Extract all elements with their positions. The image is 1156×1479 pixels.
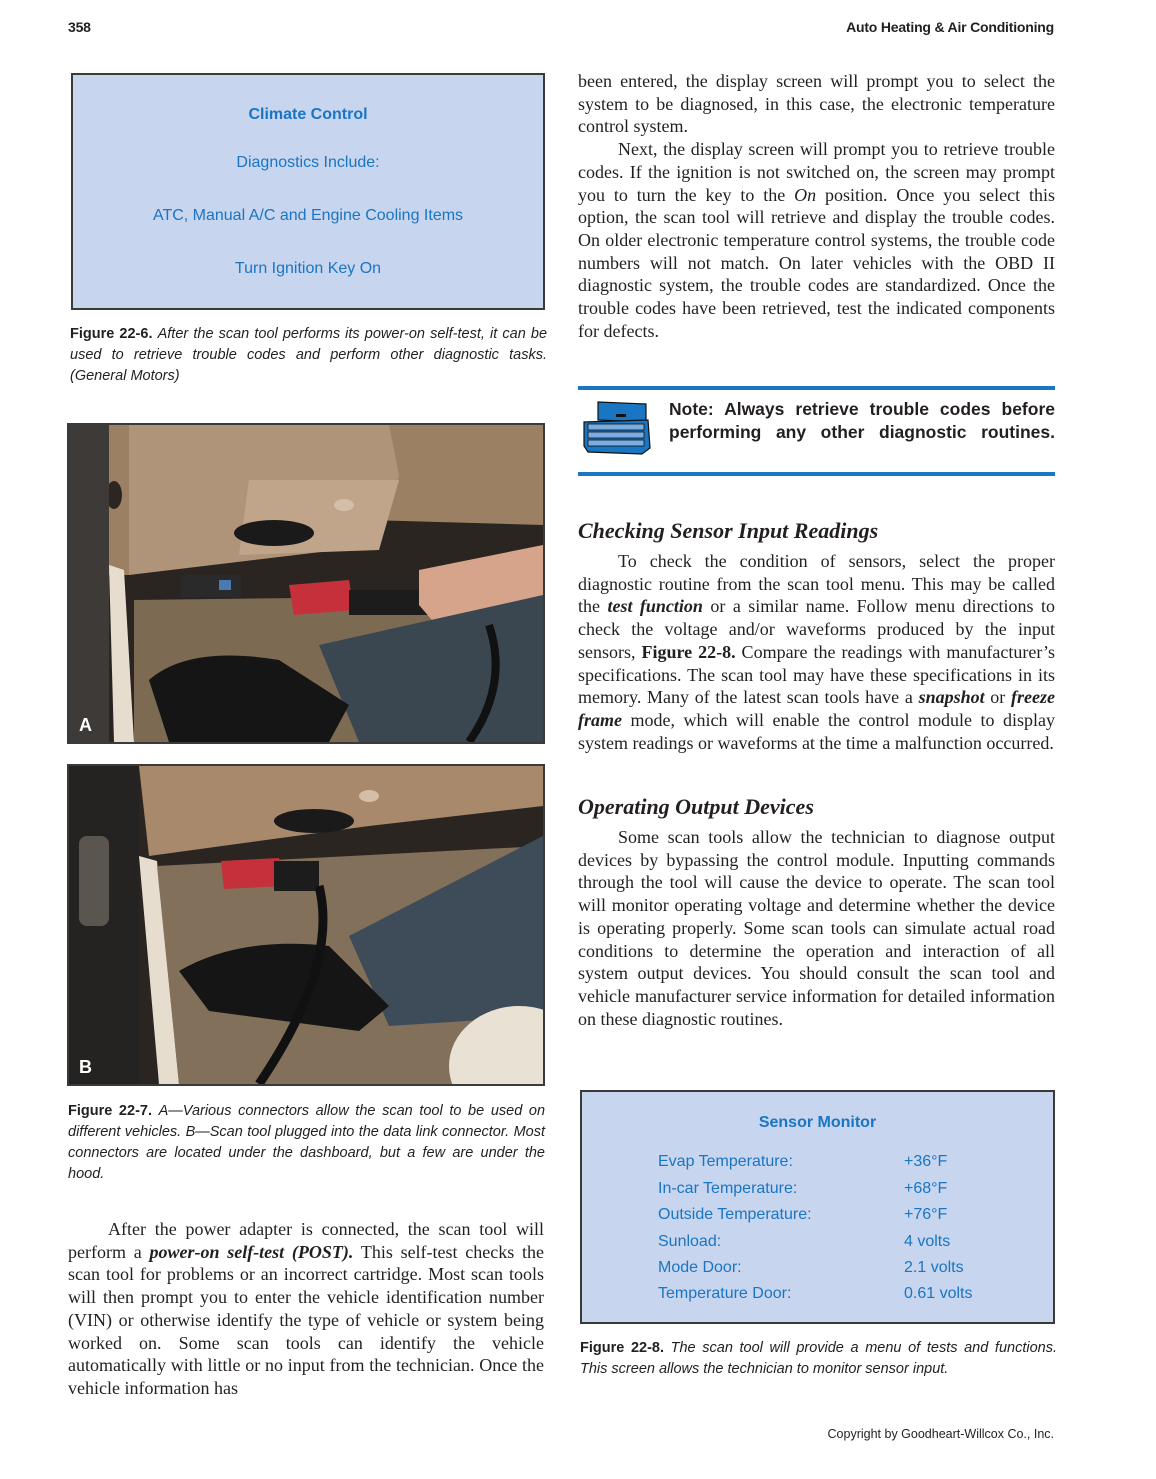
note-top-rule <box>578 386 1055 390</box>
figure-reference: Figure 22-8. <box>641 641 736 662</box>
text-run: Compare the readings with manufacturer’s specifications. The scan tool may have these specifications in its memory. Many of the latest scan tools have a <box>578 641 1055 708</box>
section-heading-output: Operating Output Devices <box>578 794 814 819</box>
term-freeze-frame: freeze frame <box>578 687 1055 730</box>
sensor-label: Sunload: <box>658 1233 722 1250</box>
sensor-label: Mode Door: <box>658 1259 742 1276</box>
photo-a-label: A <box>79 715 92 735</box>
sensor-value: 4 volts <box>904 1233 951 1250</box>
text-run: To check the condition of sensors, select the proper diagnostic routine from the scan tool menu. This may be called the <box>578 551 1055 617</box>
sensor-label: Temperature Door: <box>658 1285 792 1302</box>
figure-22-7-caption <box>68 1101 545 1185</box>
caption-text: A—Various connectors allow the scan tool to be used on different vehicles. B—Scan tool plugged into the data link connector. Most connectors are located under the dashboard, but a few are under the hood. <box>68 1103 546 1182</box>
screen-line: ATC, Manual A/C and Engine Cooling Items <box>152 207 464 224</box>
toolbox-icon <box>580 400 656 455</box>
term-snapshot: snapshot <box>918 687 985 708</box>
term-test-function: test function <box>607 596 703 617</box>
figure-22-6-screen <box>71 73 545 310</box>
sensor-label: Evap Temperature: <box>658 1153 793 1170</box>
caption-label: Figure 22-6. <box>70 326 153 342</box>
photo-b <box>67 764 545 1086</box>
text-run: After the power adapter is connected, the scan tool will perform a <box>68 1219 544 1262</box>
text-run: or a similar name. Follow menu directions to check the voltage and/or waveforms produced by the input sensors, <box>578 596 1055 662</box>
text-run-italic: On <box>794 184 817 205</box>
sensor-value: 0.61 volts <box>904 1285 973 1302</box>
paragraph: been entered, the display screen will prompt you to select the system to be diagnosed, in this case, the electronic temperature control system. <box>578 71 1055 137</box>
screen-line: Turn Ignition Key On <box>234 260 382 277</box>
section-heading-sensor: Checking Sensor Input Readings <box>578 518 879 543</box>
figure-22-8-caption <box>580 1338 1057 1380</box>
sensor-value: +76°F <box>904 1206 948 1223</box>
photo-connector-a-image <box>69 425 543 742</box>
figure-22-6-caption <box>70 324 547 387</box>
photo-a <box>67 423 545 744</box>
copyright-notice: Copyright by Goodheart-Willcox Co., Inc. <box>827 1427 1054 1441</box>
screen-title: Sensor Monitor <box>758 1114 877 1131</box>
caption-text: The scan tool will provide a menu of tests and functions. This screen allows the technician to monitor sensor input. <box>580 1340 1057 1377</box>
sensor-value: 2.1 volts <box>904 1259 964 1276</box>
photo-b-label: B <box>79 1057 92 1077</box>
note-text: Note: Always retrieve trouble codes before performing any other diagnostic routines. <box>669 399 1055 442</box>
left-column-paragraph <box>68 1218 544 1400</box>
sensor-label: In-car Temperature: <box>658 1180 798 1197</box>
text-run: Next, the display screen will prompt you to retrieve trouble codes. If the ignition is not switched on, the screen may prompt you to turn the key to the <box>578 139 1055 205</box>
paragraph: Some scan tools allow the technician to diagnose output devices by bypassing the control module. Inputting commands through the tool will cause the device to operate. The scan tool will monitor operating voltage and determine whether the device is operating properly. Some scan tools can simulate actual road conditions to determine the operation and interaction of all system output devices. You should consult the scan tool and vehicle manufacturer service information for detailed information on these diagnostic routines. <box>578 827 1055 1029</box>
photo-connector-b-image <box>69 766 543 1084</box>
output-paragraph <box>578 826 1055 1030</box>
note-bottom-rule <box>578 472 1055 476</box>
caption-label: Figure 22-7. <box>68 1103 152 1119</box>
text-run: position. Once you select this option, the scan tool will retrieve and display the trouble codes. On older electronic temperature control systems, the trouble code numbers will not match. On later vehicles with the OBD II diagnostic system, the trouble codes are standardized. Once the trouble codes have been retrieved, test the indicated components for defects. <box>578 184 1056 341</box>
text-run: or <box>984 687 1012 708</box>
sensor-value: +36°F <box>904 1153 948 1170</box>
page-number: 358 <box>68 19 91 35</box>
caption-label: Figure 22-8. <box>580 1340 664 1356</box>
sensor-paragraph <box>578 550 1055 754</box>
term-post: power-on self-test (POST). <box>149 1241 354 1262</box>
text-run: mode, which will enable the control module to display system readings or waveforms at the time a malfunction occurred. <box>578 709 1055 753</box>
screen-line: Diagnostics Include: <box>236 154 380 171</box>
paragraph <box>578 138 1055 342</box>
sensor-label: Outside Temperature: <box>658 1206 812 1223</box>
screen-title: Climate Control <box>248 106 368 123</box>
right-column-intro <box>578 70 1055 342</box>
figure-22-8-screen <box>580 1090 1055 1324</box>
caption-text: After the scan tool performs its power-on self-test, it can be used to retrieve trouble codes and perform other diagnostic tasks. (General Motors) <box>70 326 548 384</box>
book-title: Auto Heating & Air Conditioning <box>846 19 1054 35</box>
sensor-value: +68°F <box>904 1180 948 1197</box>
text-run: This self-test checks the scan tool for problems or an incorrect cartridge. Most scan tools will then prompt you to enter the vehicle identification number (VIN) or otherwise identify the type of vehicle or system being worked on. Some scan tools can identify the vehicle automatically with little or no input from the technician. Once the vehicle information has <box>68 1241 544 1398</box>
